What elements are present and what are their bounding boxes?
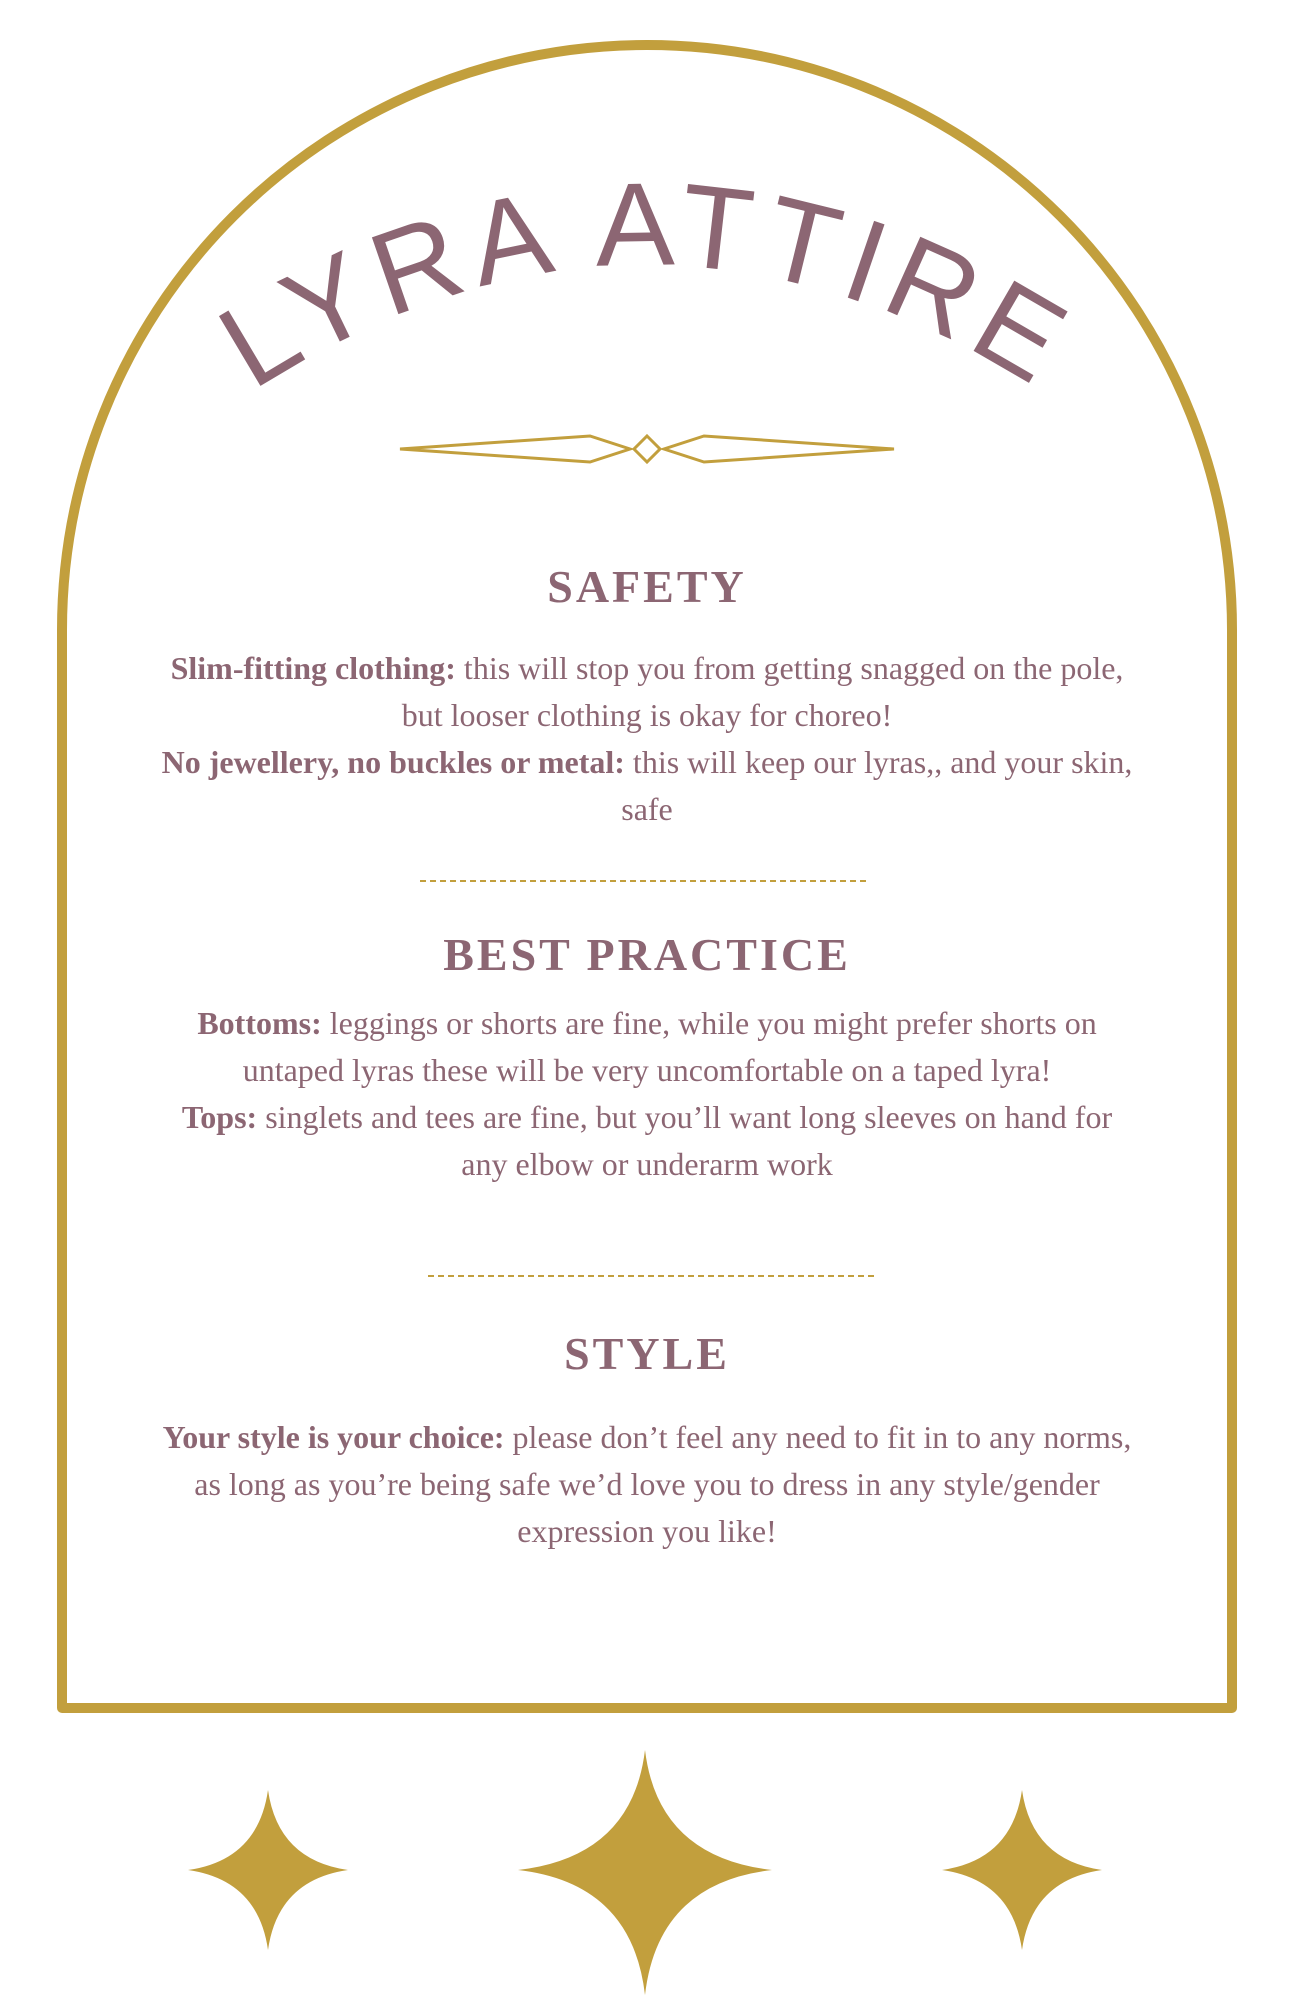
bottoms-text: leggings or shorts are fine, while you might prefer shorts on untaped lyras these will be very uncomfortable on a taped lyra! <box>242 1005 1097 1088</box>
tops-text: singlets and tees are fine, but you’ll want long sleeves on hand for any elbow or underarm work <box>257 1099 1113 1182</box>
safety-item-1-label: Slim-fitting clothing: <box>170 650 456 686</box>
bottoms-label: Bottoms: <box>197 1005 322 1041</box>
sparkle-icon <box>518 1750 772 1995</box>
section-heading-best-practice: BEST PRACTICE <box>443 929 851 980</box>
style-label: Your style is your choice: <box>162 1419 505 1455</box>
safety-item-2-text: this will keep our lyras,, and your skin, safe <box>621 744 1133 827</box>
page-title: LYRA ATTIRE <box>198 158 1096 414</box>
style-text: please don’t feel any need to fit in to any norms, as long as you’re being safe we’d love you to dress in any style/gender expression you like! <box>194 1419 1132 1549</box>
section-heading-style: STYLE <box>564 1328 730 1379</box>
section-heading-safety: SAFETY <box>547 561 747 612</box>
sparkle-icon <box>942 1790 1102 1950</box>
sparkle-icon <box>188 1790 348 1950</box>
tops-label: Tops: <box>181 1099 258 1135</box>
safety-item-2-label: No jewellery, no buckles or metal: <box>161 744 625 780</box>
safety-item-1-text: this will stop you from getting snagged on the pole, but looser clothing is okay for choreo! <box>401 650 1124 733</box>
